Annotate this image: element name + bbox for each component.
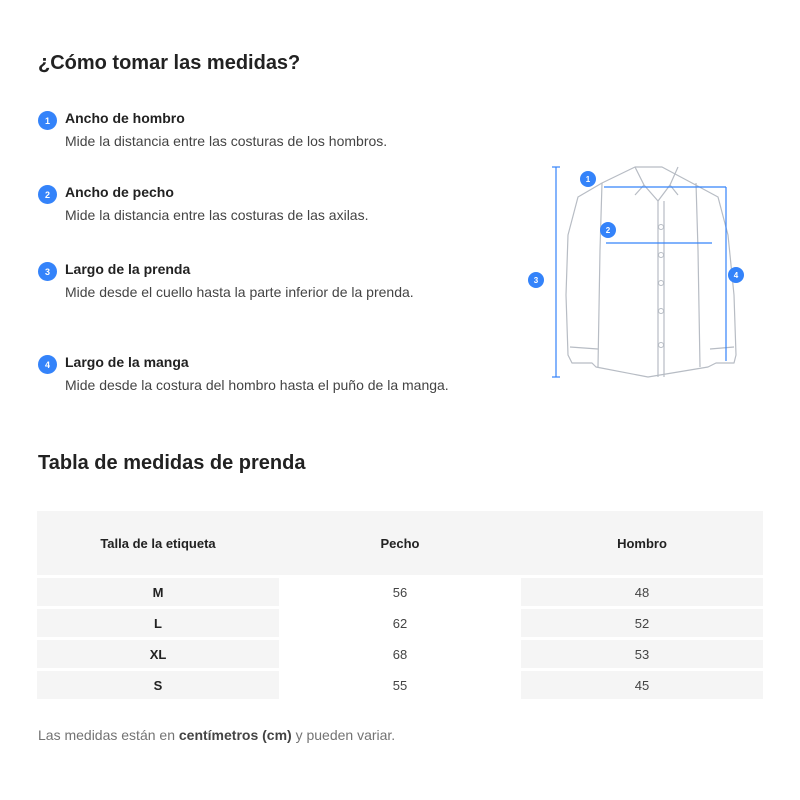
shoulder-value: 48 [521,578,763,606]
step-number-badge: 1 [38,111,57,130]
footnote-unit: centímetros (cm) [178,727,292,743]
table-row [37,578,763,606]
footnote-suffix: y pueden variar. [291,727,396,743]
size-label: L [37,609,279,637]
table-row [37,671,763,699]
chest-value: 56 [279,578,521,606]
step-title: Ancho de pecho [65,184,174,200]
column-header-shoulder: Hombro [521,511,763,575]
size-label: S [37,671,279,699]
size-label: M [37,578,279,606]
chest-value: 68 [279,640,521,668]
shirt-measurement-diagram [520,155,760,395]
step-number-badge: 3 [38,262,57,281]
footnote-prefix: Las medidas están en [38,727,179,743]
step-description: Mide la distancia entre las costuras de los hombros. [65,133,388,149]
marker-4: 4 [733,271,739,280]
step-description: Mide desde el cuello hasta la parte inferior de la prenda. [65,284,414,300]
step-description: Mide desde la costura del hombro hasta el puño de la manga. [65,377,449,393]
marker-3: 3 [533,276,539,285]
shoulder-value: 45 [521,671,763,699]
column-header-chest: Pecho [279,511,521,575]
measurement-markers [528,171,744,288]
marker-1: 1 [585,175,591,184]
size-chart-table [37,508,763,702]
table-row [37,640,763,668]
step-title: Largo de la prenda [65,261,191,277]
step-title: Ancho de hombro [65,110,185,126]
measure-guide-title: ¿Cómo tomar las medidas? [38,52,301,74]
units-footnote [38,727,395,743]
step-title: Largo de la manga [65,354,189,370]
column-header-size: Talla de la etiqueta [37,511,279,575]
table-header-row [37,511,763,575]
marker-2: 2 [605,226,611,235]
shoulder-value: 53 [521,640,763,668]
chest-value: 55 [279,671,521,699]
chest-value: 62 [279,609,521,637]
step-number-badge: 2 [38,185,57,204]
shirt-outline-icon [566,167,736,377]
size-table-title: Tabla de medidas de prenda [38,452,306,474]
shoulder-value: 52 [521,609,763,637]
step-description: Mide la distancia entre las costuras de las axilas. [65,207,369,223]
size-label: XL [37,640,279,668]
table-row [37,609,763,637]
step-number-badge: 4 [38,355,57,374]
